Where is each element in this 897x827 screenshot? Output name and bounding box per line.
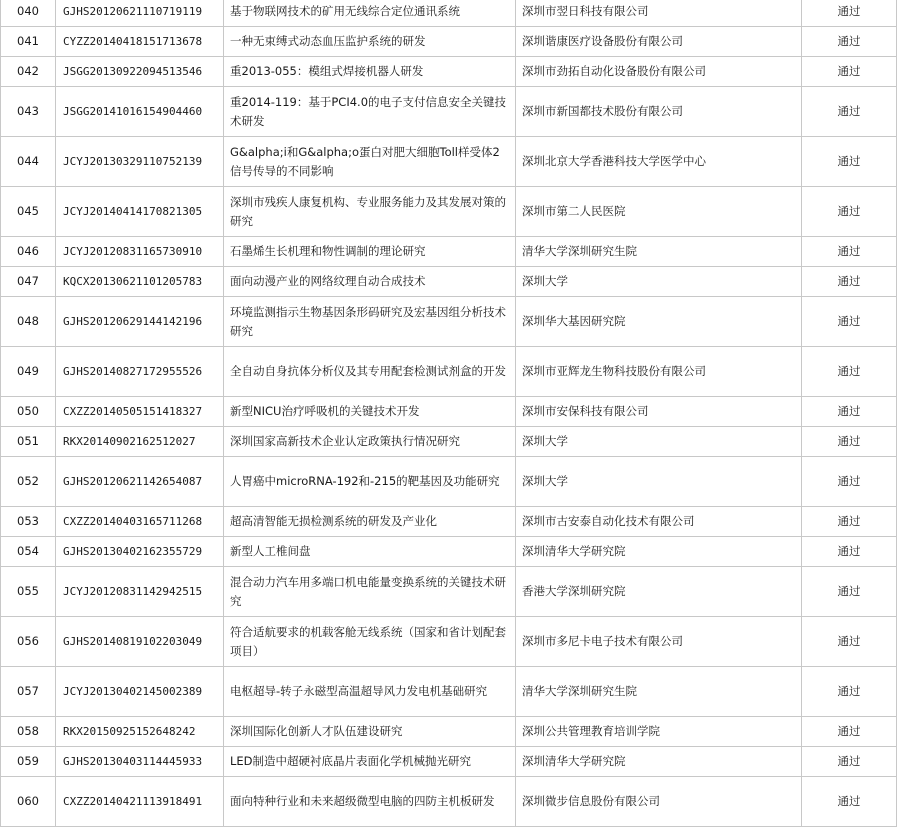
acceptance-result: 通过 xyxy=(802,27,897,57)
row-number: 043 xyxy=(1,87,56,137)
table-row xyxy=(1,187,897,237)
table-row xyxy=(1,27,897,57)
acceptance-result: 通过 xyxy=(802,537,897,567)
table-row xyxy=(1,717,897,747)
project-title: 混合动力汽车用多端口机电能量变换系统的关键技术研究 xyxy=(224,567,516,617)
project-code: JCYJ20130329110752139 xyxy=(56,137,224,187)
acceptance-result: 通过 xyxy=(802,297,897,347)
project-code: JCYJ20120831142942515 xyxy=(56,567,224,617)
row-number: 046 xyxy=(1,237,56,267)
table-row xyxy=(1,617,897,667)
row-number: 060 xyxy=(1,777,56,827)
table-row xyxy=(1,457,897,507)
acceptance-result: 通过 xyxy=(802,777,897,827)
table-row xyxy=(1,297,897,347)
row-number: 051 xyxy=(1,427,56,457)
acceptance-result: 通过 xyxy=(802,617,897,667)
project-code: JCYJ20140414170821305 xyxy=(56,187,224,237)
row-number: 053 xyxy=(1,507,56,537)
table-row xyxy=(1,137,897,187)
undertaking-unit: 清华大学深圳研究生院 xyxy=(516,667,802,717)
project-code: CXZZ20140421113918491 xyxy=(56,777,224,827)
undertaking-unit: 深圳市安保科技有限公司 xyxy=(516,397,802,427)
acceptance-result: 通过 xyxy=(802,427,897,457)
row-number: 056 xyxy=(1,617,56,667)
undertaking-unit: 深圳市古安泰自动化技术有限公司 xyxy=(516,507,802,537)
acceptance-result: 通过 xyxy=(802,57,897,87)
project-code: CYZZ20140418151713678 xyxy=(56,27,224,57)
project-title: 新型NICU治疗呼吸机的关键技术开发 xyxy=(224,397,516,427)
undertaking-unit: 深圳北京大学香港科技大学医学中心 xyxy=(516,137,802,187)
project-code: JSGG20141016154904460 xyxy=(56,87,224,137)
row-number: 059 xyxy=(1,747,56,777)
row-number: 057 xyxy=(1,667,56,717)
table-row xyxy=(1,537,897,567)
project-title: 符合适航要求的机载客舱无线系统（国家和省计划配套项目） xyxy=(224,617,516,667)
project-code: GJHS20120629144142196 xyxy=(56,297,224,347)
row-number: 054 xyxy=(1,537,56,567)
project-code: JCYJ20130402145002389 xyxy=(56,667,224,717)
project-title: 深圳市残疾人康复机构、专业服务能力及其发展对策的研究 xyxy=(224,187,516,237)
table-row xyxy=(1,267,897,297)
project-title: 人胃癌中microRNA-192和-215的靶基因及功能研究 xyxy=(224,457,516,507)
acceptance-result: 通过 xyxy=(802,397,897,427)
acceptance-result: 通过 xyxy=(802,137,897,187)
undertaking-unit: 深圳清华大学研究院 xyxy=(516,537,802,567)
project-title: 面向动漫产业的网络纹理自动合成技术 xyxy=(224,267,516,297)
project-title: 深圳国家高新技术企业认定政策执行情况研究 xyxy=(224,427,516,457)
acceptance-result: 通过 xyxy=(802,717,897,747)
undertaking-unit: 香港大学深圳研究院 xyxy=(516,567,802,617)
acceptance-result: 通过 xyxy=(802,457,897,507)
acceptance-result: 通过 xyxy=(802,747,897,777)
row-number: 047 xyxy=(1,267,56,297)
project-code: GJHS20140827172955526 xyxy=(56,347,224,397)
project-title: 新型人工椎间盘 xyxy=(224,537,516,567)
project-title: LED制造中超硬衬底晶片表面化学机械抛光研究 xyxy=(224,747,516,777)
table-row xyxy=(1,747,897,777)
row-number: 044 xyxy=(1,137,56,187)
acceptance-result: 通过 xyxy=(802,667,897,717)
undertaking-unit: 深圳华大基因研究院 xyxy=(516,297,802,347)
project-code: CXZZ20140505151418327 xyxy=(56,397,224,427)
undertaking-unit: 深圳市新国都技术股份有限公司 xyxy=(516,87,802,137)
undertaking-unit: 深圳大学 xyxy=(516,427,802,457)
undertaking-unit: 深圳市第二人民医院 xyxy=(516,187,802,237)
undertaking-unit: 深圳市翌日科技有限公司 xyxy=(516,0,802,27)
project-title: 一种无束缚式动态血压监护系统的研发 xyxy=(224,27,516,57)
row-number: 048 xyxy=(1,297,56,347)
project-title: 超高清智能无损检测系统的研发及产业化 xyxy=(224,507,516,537)
project-code: GJHS20140819102203049 xyxy=(56,617,224,667)
table-row xyxy=(1,567,897,617)
project-code: KQCX20130621101205783 xyxy=(56,267,224,297)
project-code: RKX20140902162512027 xyxy=(56,427,224,457)
project-code: GJHS20130403114445933 xyxy=(56,747,224,777)
table-row xyxy=(1,87,897,137)
project-title: 重2014-119：基于PCI4.0的电子支付信息安全关键技术研发 xyxy=(224,87,516,137)
acceptance-result: 通过 xyxy=(802,267,897,297)
project-code: JSGG20130922094513546 xyxy=(56,57,224,87)
table-row xyxy=(1,57,897,87)
row-number: 058 xyxy=(1,717,56,747)
project-title: 全自动自身抗体分析仪及其专用配套检测试剂盒的开发 xyxy=(224,347,516,397)
undertaking-unit: 深圳微步信息股份有限公司 xyxy=(516,777,802,827)
table-row xyxy=(1,347,897,397)
row-number: 055 xyxy=(1,567,56,617)
row-number: 041 xyxy=(1,27,56,57)
project-code: JCYJ20120831165730910 xyxy=(56,237,224,267)
acceptance-result: 通过 xyxy=(802,87,897,137)
acceptance-result: 通过 xyxy=(802,0,897,27)
table-row xyxy=(1,0,897,27)
row-number: 040 xyxy=(1,0,56,27)
project-code: RKX20150925152648242 xyxy=(56,717,224,747)
undertaking-unit: 深圳谐康医疗设备股份有限公司 xyxy=(516,27,802,57)
project-title: 电枢超导-转子永磁型高温超导风力发电机基础研究 xyxy=(224,667,516,717)
row-number: 050 xyxy=(1,397,56,427)
acceptance-result: 通过 xyxy=(802,237,897,267)
project-code: GJHS20120621142654087 xyxy=(56,457,224,507)
undertaking-unit: 深圳市亚辉龙生物科技股份有限公司 xyxy=(516,347,802,397)
table-row xyxy=(1,427,897,457)
undertaking-unit: 清华大学深圳研究生院 xyxy=(516,237,802,267)
table-body xyxy=(1,0,897,827)
row-number: 052 xyxy=(1,457,56,507)
table-row xyxy=(1,777,897,827)
row-number: 042 xyxy=(1,57,56,87)
undertaking-unit: 深圳市劲拓自动化设备股份有限公司 xyxy=(516,57,802,87)
project-code: CXZZ20140403165711268 xyxy=(56,507,224,537)
undertaking-unit: 深圳清华大学研究院 xyxy=(516,747,802,777)
project-title: 深圳国际化创新人才队伍建设研究 xyxy=(224,717,516,747)
project-title: G&alpha;i和G&alpha;o蛋白对肥大细胞Toll样受体2信号传导的不同影响 xyxy=(224,137,516,187)
undertaking-unit: 深圳大学 xyxy=(516,457,802,507)
row-number: 045 xyxy=(1,187,56,237)
acceptance-result: 通过 xyxy=(802,347,897,397)
acceptance-result: 通过 xyxy=(802,187,897,237)
project-title: 基于物联网技术的矿用无线综合定位通讯系统 xyxy=(224,0,516,27)
table-row xyxy=(1,237,897,267)
project-title: 面向特种行业和未来超级微型电脑的四防主机板研发 xyxy=(224,777,516,827)
project-code: GJHS20130402162355729 xyxy=(56,537,224,567)
undertaking-unit: 深圳市多尼卡电子技术有限公司 xyxy=(516,617,802,667)
acceptance-result: 通过 xyxy=(802,507,897,537)
table-row xyxy=(1,507,897,537)
project-title: 环境监测指示生物基因条形码研究及宏基因组分析技术研究 xyxy=(224,297,516,347)
project-title: 石墨烯生长机理和物性调制的理论研究 xyxy=(224,237,516,267)
project-code: GJHS20120621110719119 xyxy=(56,0,224,27)
undertaking-unit: 深圳公共管理教育培训学院 xyxy=(516,717,802,747)
project-title: 重2013-055：模组式焊接机器人研发 xyxy=(224,57,516,87)
acceptance-result: 通过 xyxy=(802,567,897,617)
table-row xyxy=(1,667,897,717)
undertaking-unit: 深圳大学 xyxy=(516,267,802,297)
table-row xyxy=(1,397,897,427)
row-number: 049 xyxy=(1,347,56,397)
